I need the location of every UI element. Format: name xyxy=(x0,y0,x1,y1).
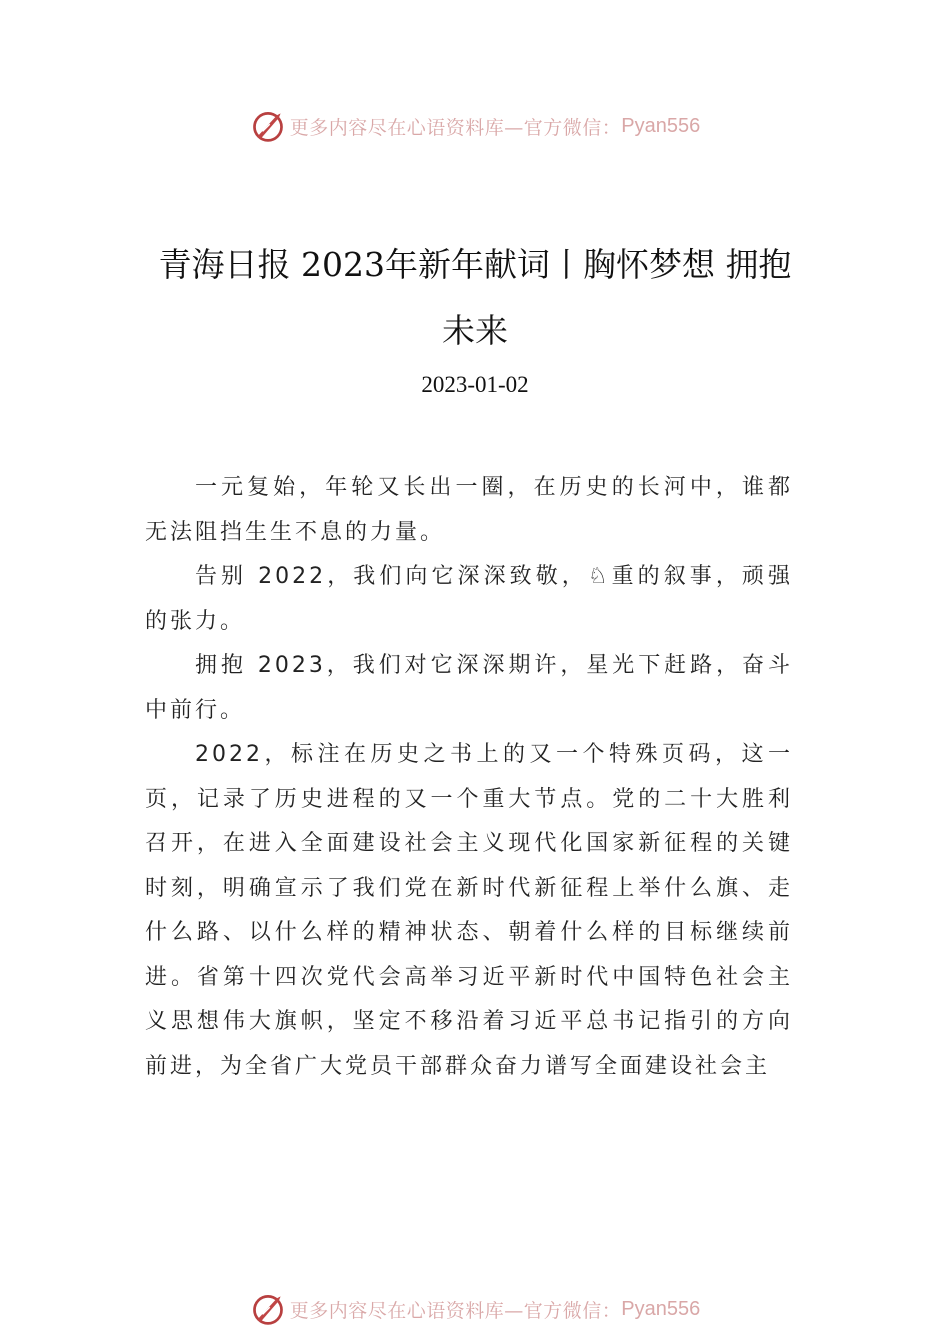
article-date: 2023-01-02 xyxy=(421,372,529,397)
watermark-wechat-id: Pyan556 xyxy=(621,114,701,137)
paragraph: 2022，标注在历史之书上的又一个特殊页码，这一页，记录了历史进程的又一个重大节点。党的二十大胜利召开，在进入全面建设社会主义现代化国家新征程的关键时刻，明确宣示了我们党在新时代新征程上举什么旗、走什么路、以什么样的精神状态、朝着什么样的目标继续前进。省第十四次党代会高举习近平新时代中国特色社会主义思想伟大旗帜，坚定不移沿着习近平总书记指引的方向前进，为全省广大党员干部群众奋力谱写全面建设社会主 xyxy=(145,742,793,1079)
header-watermark xyxy=(0,106,950,146)
watermark-text: 更多内容尽在心语资料库—官方微信： xyxy=(289,116,622,139)
paragraph: 告别 2022，我们向它深深致敬，♘重的叙事，顽强的张力。 xyxy=(145,564,793,634)
watermark-text: 更多内容尽在心语资料库—官方微信： xyxy=(289,1299,622,1322)
paragraph: 拥抱 2023，我们对它深深期许，星光下赶路，奋斗中前行。 xyxy=(145,653,793,723)
article-body xyxy=(145,466,793,1089)
article-title: 青海日报 2023年新年献词丨胸怀梦想 拥抱未来 xyxy=(158,245,792,350)
quill-pen-logo-icon xyxy=(250,108,286,144)
footer-watermark xyxy=(0,1289,950,1329)
paragraph: 一元复始，年轮又长出一圈，在历史的长河中，谁都无法阻挡生生不息的力量。 xyxy=(145,475,793,545)
watermark-wechat-id: Pyan556 xyxy=(621,1297,701,1320)
quill-pen-logo-icon xyxy=(250,1291,286,1327)
